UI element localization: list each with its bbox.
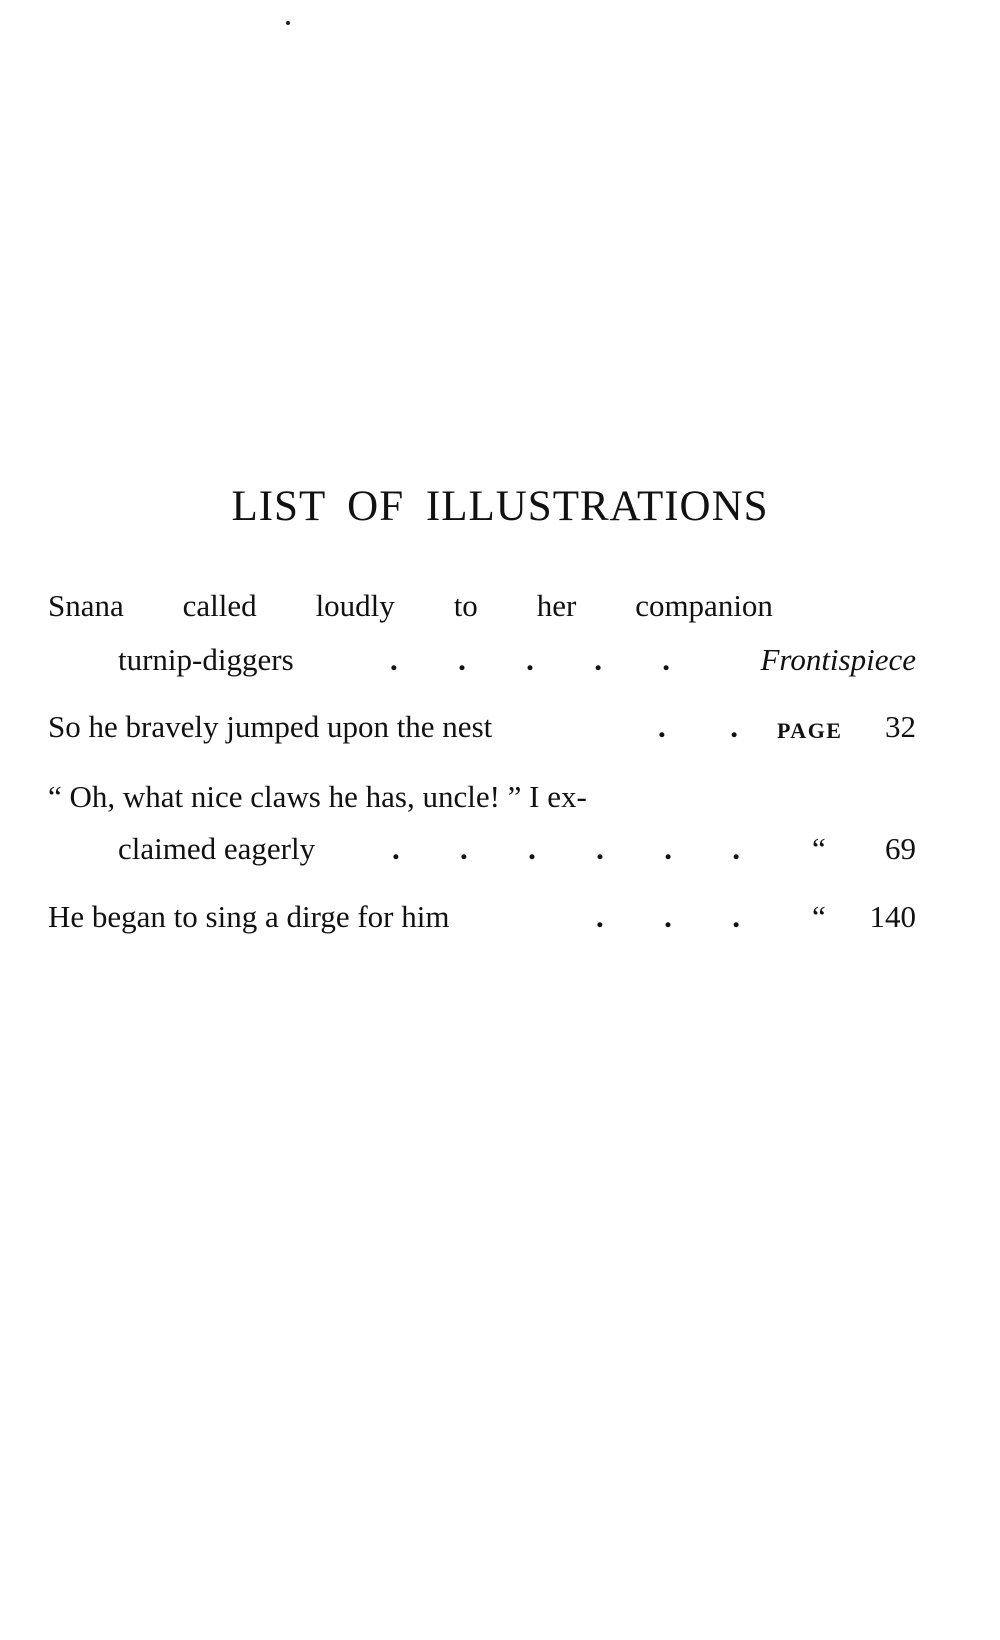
entry-2-page-label: PAGE xyxy=(777,718,843,743)
entry-4-ditto-mark: “ xyxy=(812,899,826,934)
entry-4-page: 140 xyxy=(869,899,916,934)
entry-3-leader-dots: . . . . . . xyxy=(392,831,740,866)
entry-1-line-2: turnip-diggers xyxy=(118,642,294,677)
entry-1-word: Snana xyxy=(48,588,124,623)
entry-1-word: her xyxy=(536,588,577,623)
entry-1-word: to xyxy=(453,588,478,623)
entry-4-line-1: He began to sing a dirge for him xyxy=(48,899,450,934)
entry-2-line-1: So he bravely jumped upon the nest xyxy=(48,709,493,744)
entry-1-word: called xyxy=(182,588,257,623)
page-title: LIST OF ILLUSTRATIONS xyxy=(231,483,769,530)
entry-3-line-2: claimed eagerly xyxy=(118,831,316,866)
ink-speck xyxy=(286,21,290,25)
entry-3-line-1: “ Oh, what nice claws he has, uncle! ” I ex- xyxy=(48,779,587,814)
entry-1-line-1 xyxy=(48,590,773,621)
entry-1-page: Frontispiece xyxy=(760,642,916,677)
entry-3-ditto-mark: “ xyxy=(812,831,826,866)
entry-1-leader-dots: . . . . . xyxy=(390,642,670,677)
entry-1-word: loudly xyxy=(315,588,395,623)
entry-4-leader-dots: . . . xyxy=(596,899,740,934)
entry-3-page: 69 xyxy=(885,831,916,866)
entry-1-word: companion xyxy=(635,588,773,623)
entry-2-leader-dots: . . xyxy=(658,709,738,744)
entry-2-page: 32 xyxy=(885,709,916,744)
